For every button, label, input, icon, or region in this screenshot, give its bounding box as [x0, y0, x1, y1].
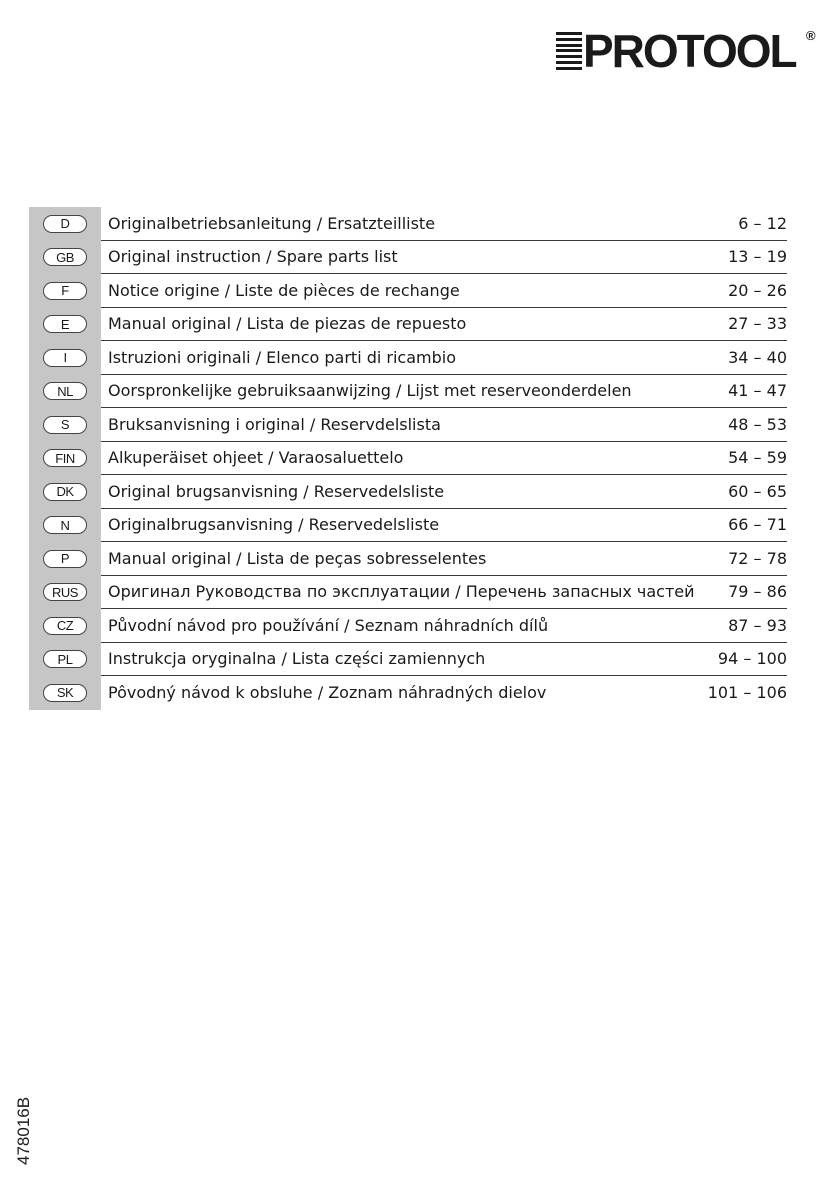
language-code-badge: RUS — [43, 583, 87, 601]
language-cell — [29, 509, 101, 543]
page-range: 72 – 78 — [728, 548, 787, 568]
language-cell — [29, 241, 101, 275]
page-range: 27 – 33 — [728, 314, 787, 334]
language-code-badge: PL — [43, 650, 87, 668]
page-range: 94 – 100 — [717, 649, 787, 669]
language-cell — [29, 308, 101, 342]
page-range: 54 – 59 — [728, 448, 787, 468]
logo-stripes-icon — [556, 32, 582, 70]
document-title: Pôvodný návod k obsluhe / Zoznam náhradných dielov — [108, 683, 547, 703]
page-range: 66 – 71 — [728, 515, 787, 535]
entry-cell — [101, 274, 787, 308]
document-title: Originalbetriebsanleitung / Ersatzteilliste — [108, 213, 436, 233]
toc-row — [29, 341, 787, 375]
entry-cell — [101, 341, 787, 375]
document-title: Оригинал Руководства по эксплуатации / Перечень запасных частей — [108, 582, 695, 602]
language-code-badge: P — [43, 550, 87, 568]
page-range: 20 – 26 — [728, 280, 787, 300]
entry-cell — [101, 308, 787, 342]
table-of-contents — [29, 207, 787, 710]
language-cell — [29, 341, 101, 375]
document-title: Oorspronkelijke gebruiksaanwijzing / Lijst met reserveonderdelen — [108, 381, 632, 401]
entry-cell — [101, 408, 787, 442]
toc-row — [29, 442, 787, 476]
entry-cell — [101, 576, 787, 610]
language-code-badge: CZ — [43, 617, 87, 635]
language-cell — [29, 609, 101, 643]
toc-row — [29, 509, 787, 543]
language-code-badge: DK — [43, 483, 87, 501]
document-title: Manual original / Lista de piezas de repuesto — [108, 314, 467, 334]
page-range: 13 – 19 — [728, 247, 787, 267]
entry-cell — [101, 542, 787, 576]
document-title: Notice origine / Liste de pièces de rechange — [108, 280, 460, 300]
page-range: 60 – 65 — [728, 481, 787, 501]
language-cell — [29, 475, 101, 509]
language-cell — [29, 408, 101, 442]
language-code-badge: GB — [43, 248, 87, 266]
toc-row — [29, 207, 787, 241]
page-range: 34 – 40 — [728, 347, 787, 367]
language-cell — [29, 375, 101, 409]
language-cell — [29, 207, 101, 241]
logo-wordmark: PROTOOL — [583, 25, 796, 77]
toc-row — [29, 274, 787, 308]
document-title: Original brugsanvisning / Reservedelsliste — [108, 481, 445, 501]
page-range: 79 – 86 — [728, 582, 787, 602]
language-code-badge: N — [43, 516, 87, 534]
registered-mark: ® — [806, 28, 816, 43]
toc-row — [29, 408, 787, 442]
entry-cell — [101, 676, 787, 710]
language-cell — [29, 542, 101, 576]
language-code-badge: D — [43, 215, 87, 233]
toc-row — [29, 609, 787, 643]
language-code-badge: NL — [43, 382, 87, 400]
toc-row — [29, 475, 787, 509]
document-title: Manual original / Lista de peças sobresselentes — [108, 548, 487, 568]
document-title: Istruzioni originali / Elenco parti di ricambio — [108, 347, 457, 367]
language-cell — [29, 274, 101, 308]
entry-cell — [101, 643, 787, 677]
toc-row — [29, 542, 787, 576]
toc-row — [29, 308, 787, 342]
page-range: 48 – 53 — [728, 414, 787, 434]
toc-row — [29, 643, 787, 677]
entry-cell — [101, 609, 787, 643]
toc-row — [29, 375, 787, 409]
language-code-badge: F — [43, 282, 87, 300]
language-cell — [29, 442, 101, 476]
document-title: Bruksanvisning i original / Reservdelslista — [108, 414, 441, 434]
language-code-badge: E — [43, 315, 87, 333]
page-range: 101 – 106 — [707, 683, 787, 703]
protool-logo — [556, 25, 816, 77]
document-title: Original instruction / Spare parts list — [108, 247, 398, 267]
document-title: Alkuperäiset ohjeet / Varaosaluettelo — [108, 448, 404, 468]
entry-cell — [101, 241, 787, 275]
page-range: 87 – 93 — [728, 615, 787, 635]
entry-cell — [101, 475, 787, 509]
toc-row — [29, 241, 787, 275]
page-range: 41 – 47 — [728, 381, 787, 401]
entry-cell — [101, 207, 787, 241]
language-code-badge: SK — [43, 684, 87, 702]
page-range: 6 – 12 — [738, 213, 787, 233]
entry-cell — [101, 509, 787, 543]
language-cell — [29, 643, 101, 677]
toc-row — [29, 576, 787, 610]
language-code-badge: I — [43, 349, 87, 367]
entry-cell — [101, 375, 787, 409]
toc-row — [29, 676, 787, 710]
document-number: 478016B — [14, 1096, 33, 1165]
language-cell — [29, 576, 101, 610]
document-title: Instrukcja oryginalna / Lista części zamiennych — [108, 649, 486, 669]
language-cell — [29, 676, 101, 710]
language-code-badge: S — [43, 416, 87, 434]
document-title: Původní návod pro používání / Seznam náhradních dílů — [108, 615, 549, 635]
entry-cell — [101, 442, 787, 476]
document-title: Originalbrugsanvisning / Reservedelsliste — [108, 515, 440, 535]
language-code-badge: FIN — [43, 449, 87, 467]
